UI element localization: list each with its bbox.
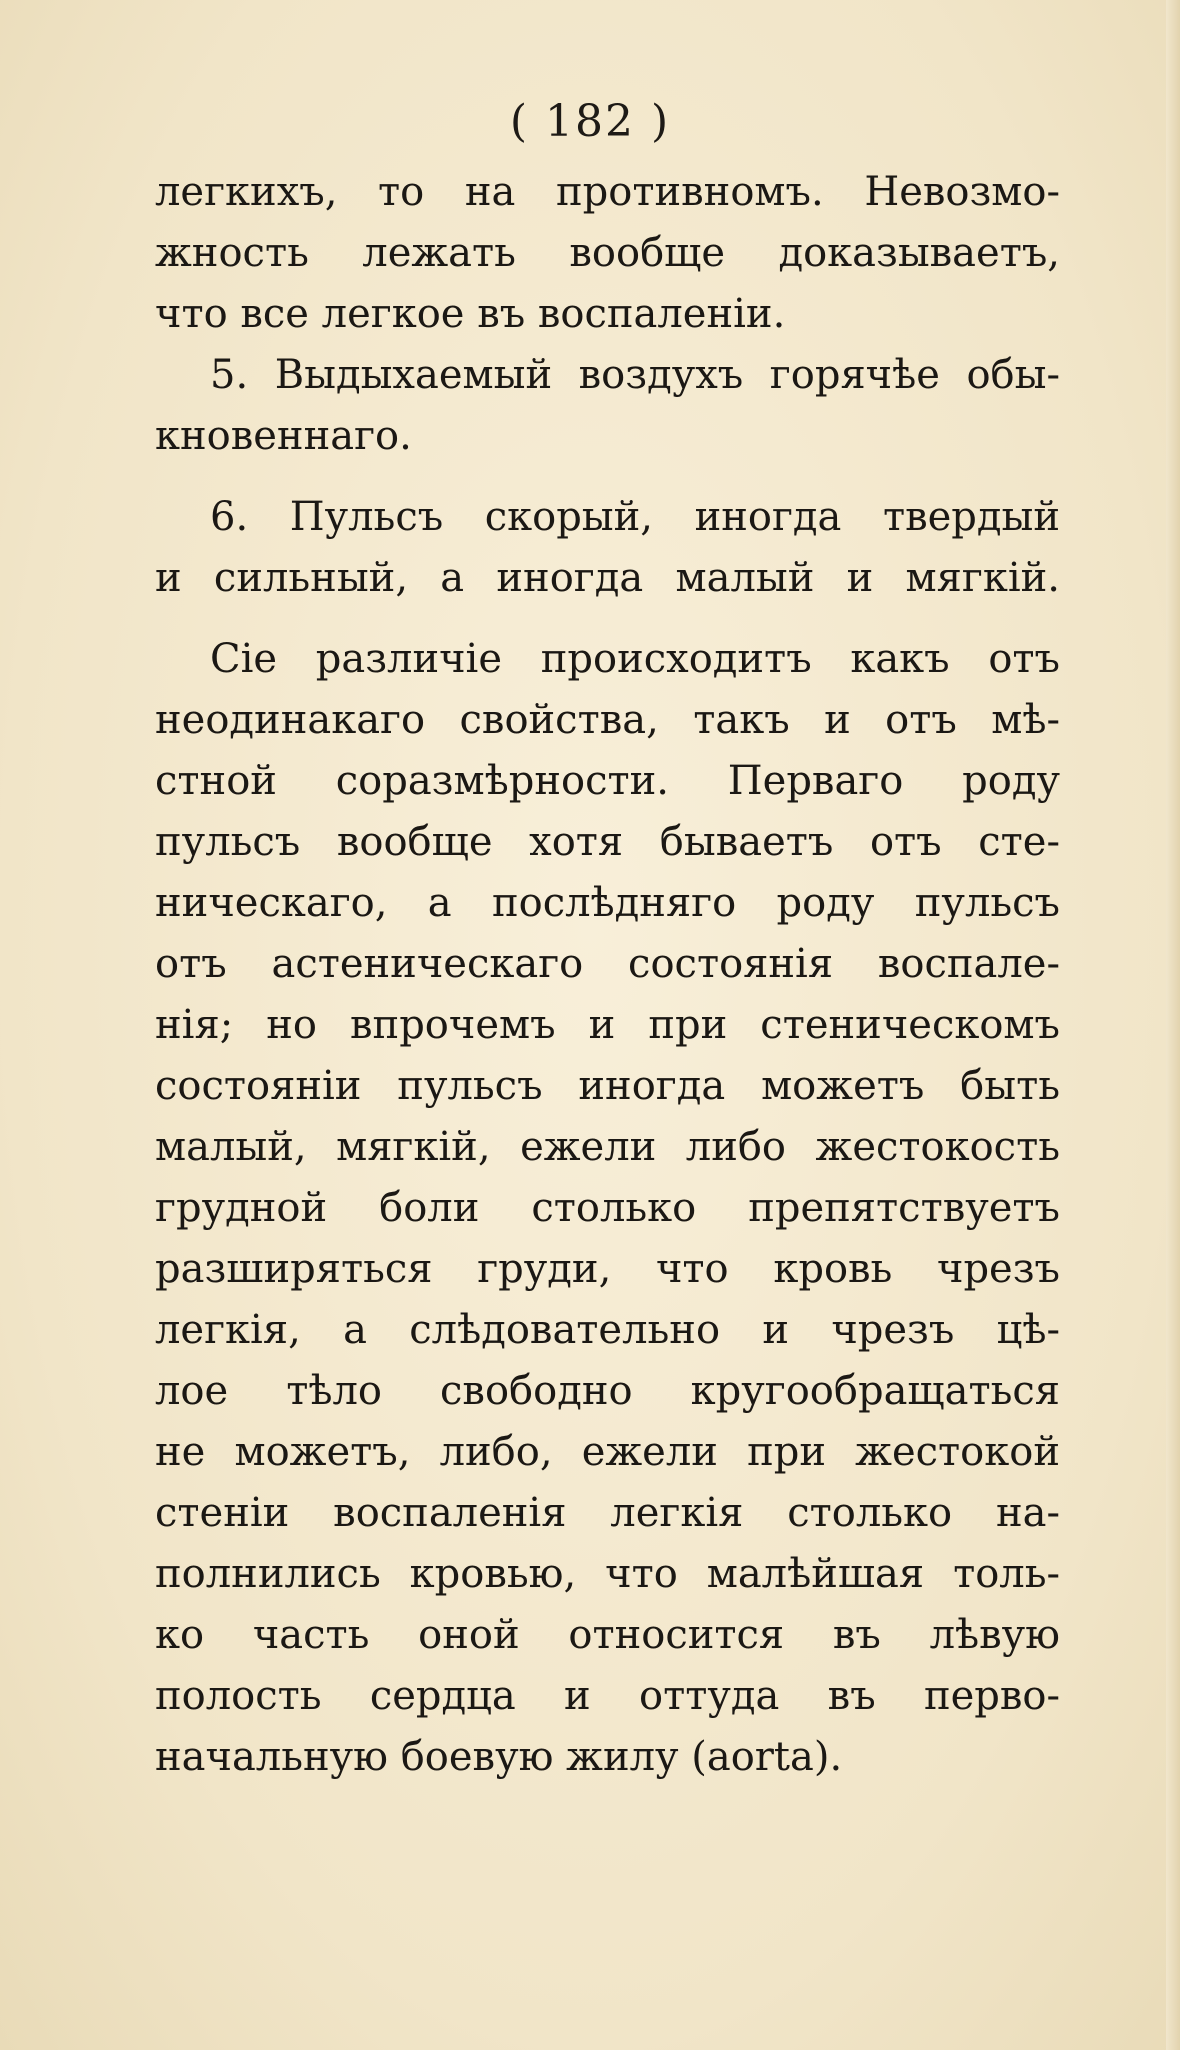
text-line: ническаго, а послѣдняго роду пульсъ	[155, 880, 1060, 926]
text-line: 6. Пульсъ скорый, иногда твердый	[210, 494, 1060, 540]
text-line: малый, мягкій, ежели либо жестокость	[155, 1124, 1060, 1170]
text-line: легкихъ, то на противномъ. Невозмо-	[155, 169, 1060, 215]
page-number: ( 182 )	[509, 96, 671, 147]
text-line: состояніи пульсъ иногда можетъ быть	[155, 1063, 1060, 1109]
text-line: разширяться груди, что кровь чрезъ	[155, 1246, 1060, 1292]
text-line: неодинакаго свойства, такъ и отъ мѣ-	[155, 697, 1060, 743]
paragraph-main	[155, 629, 1060, 1788]
text-line: грудной боли столько препятствуетъ	[155, 1185, 1060, 1231]
text-line: полость сердца и оттуда въ перво-	[155, 1673, 1060, 1719]
text-line: нія; но впрочемъ и при стеническомъ	[155, 1002, 1060, 1048]
text-line: пульсъ вообще хотя бываетъ отъ сте-	[155, 819, 1060, 865]
text-line: 5. Выдыхаемый воздухъ горячѣе обы-	[210, 352, 1060, 398]
page-edge	[1166, 0, 1180, 2050]
text-line: полнились кровью, что малѣйшая толь-	[155, 1551, 1060, 1597]
text-line: Сіе различіе происходитъ какъ отъ	[210, 636, 1060, 682]
text-line: стной соразмѣрности. Перваго роду	[155, 758, 1060, 804]
page-text	[155, 162, 1060, 1788]
text-line: ко часть оной относится въ лѣвую	[155, 1612, 1060, 1658]
text-line: не можетъ, либо, ежели при жестокой	[155, 1429, 1060, 1475]
text-line: легкія, а слѣдовательно и чрезъ цѣ-	[155, 1307, 1060, 1353]
text-line: отъ астеническаго состоянія воспале-	[155, 941, 1060, 987]
list-item-6	[155, 487, 1060, 609]
text-line: и сильный, а иногда малый и мягкій.	[155, 555, 1060, 601]
paragraph-continuation	[155, 162, 1060, 345]
text-line: жность лежать вообще доказываетъ,	[155, 230, 1060, 276]
text-line: стеніи воспаленія легкія столько на-	[155, 1490, 1060, 1536]
text-line: начальную боевую жилу (aorta).	[155, 1734, 843, 1780]
text-line: лое тѣло свободно кругообращаться	[155, 1368, 1060, 1414]
text-line: что все легкое въ воспаленіи.	[155, 291, 786, 337]
text-line: кновеннаго.	[155, 413, 412, 459]
list-item-5	[155, 345, 1060, 467]
